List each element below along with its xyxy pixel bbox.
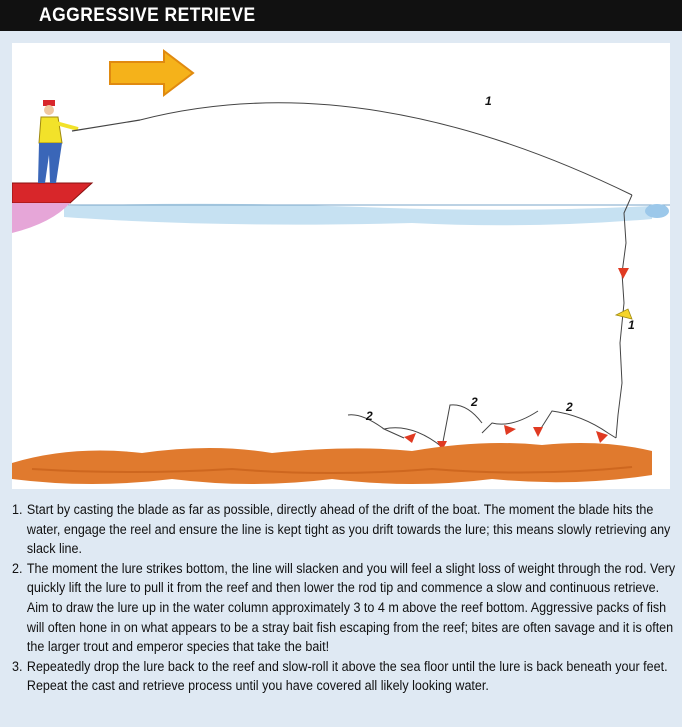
water-surface — [64, 204, 652, 226]
step-number: 1. — [12, 502, 23, 517]
page-title: AGGRESSIVE RETRIEVE — [39, 5, 256, 26]
step-text: Start by casting the blade as far as possible, directly ahead of the drift of the boat. The moment the blade hits the water, engage the reel and ensure the line is kept tight as you drift towards the lure; this means slowly retrieving any slack line. — [26, 502, 671, 557]
step-text: The moment the lure strikes bottom, the line will slacken and you will feel a slight loss of weight through the rod. Very quickly lift the lure to pull it from the reef and then lower the rod tip and commence a slow and continuous retrieve. Aim to draw the lure up in the water column approximately 3 to 4 m above the reef bottom. Aggressive packs of fish will often hone in on what appears to be a stray bait fish escaping from the reef; bites are often savage and it is often the larger trout and emperor species that take the bait! — [26, 560, 676, 655]
list-item — [12, 500, 678, 559]
label-retrieve-3: 2 — [566, 400, 573, 414]
cast-line — [140, 103, 632, 195]
step-text: Repeatedly drop the lure back to the reef and slow-roll it above the sea floor until the lure is back beneath your feet. Repeat the cast and retrieve process until you have covered all likely looking water. — [26, 658, 668, 694]
retrieve-diagram — [12, 43, 670, 489]
angler — [38, 100, 78, 183]
retrieve-path — [348, 405, 616, 447]
instruction-list — [12, 500, 676, 696]
splash — [645, 204, 669, 218]
diagram-panel — [12, 43, 670, 489]
title-bar — [0, 0, 682, 31]
label-cast: 1 — [485, 94, 492, 108]
label-retrieve-2: 2 — [471, 395, 478, 409]
drift-direction-arrow — [110, 51, 193, 95]
label-retrieve-1: 2 — [366, 409, 373, 423]
label-sink: 1 — [628, 318, 635, 332]
boat-hull — [12, 203, 70, 233]
retrieve-marker — [596, 431, 608, 443]
list-item — [12, 657, 678, 696]
step-number: 2. — [12, 560, 23, 576]
boat — [12, 183, 92, 203]
fishing-rod — [72, 120, 140, 131]
step-number: 3. — [12, 658, 23, 674]
reef-bottom — [12, 443, 652, 484]
retrieve-marker — [504, 425, 516, 435]
retrieve-marker — [404, 433, 416, 443]
list-item — [12, 559, 678, 657]
sink-arrow-marker — [618, 268, 629, 279]
retrieve-marker — [533, 427, 543, 437]
